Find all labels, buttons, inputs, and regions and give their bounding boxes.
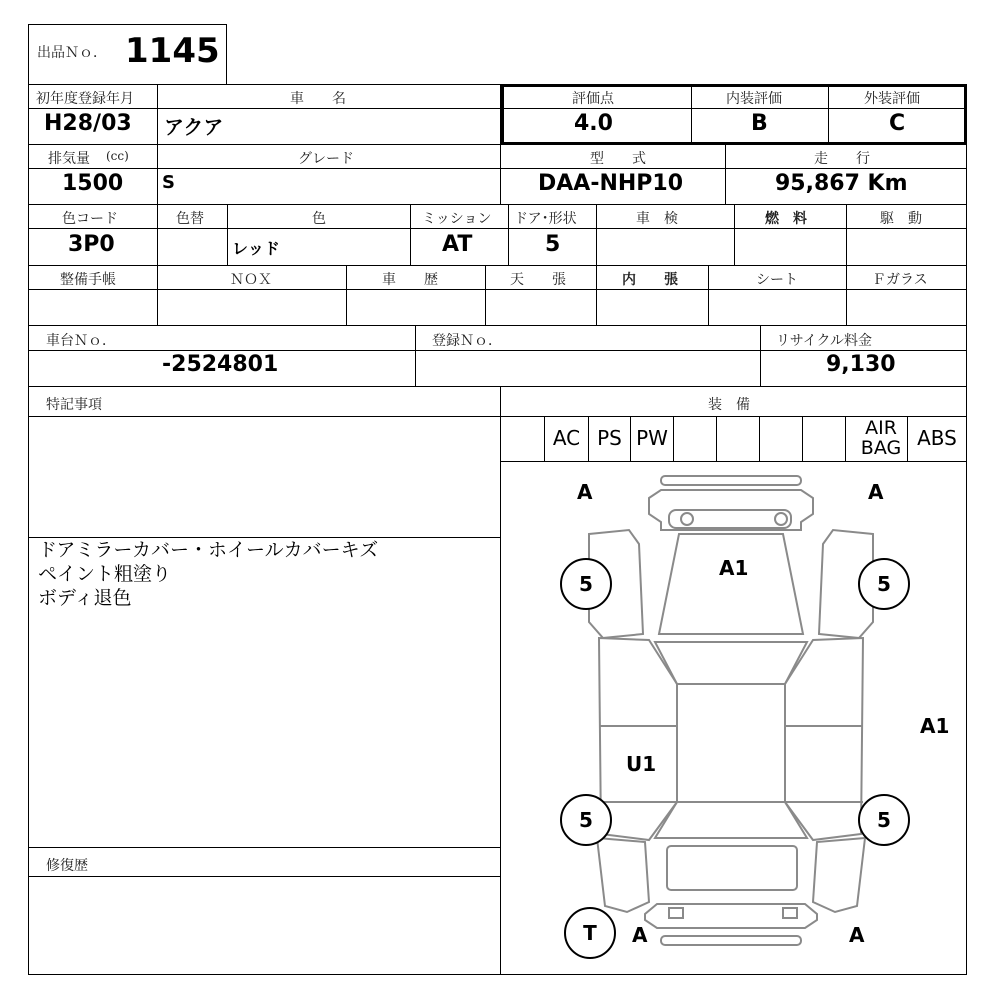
hood-shape [659,534,803,634]
reg-label: 初年度登録年月 [36,91,134,107]
v-line [500,144,501,204]
h-line [28,416,967,417]
registration-label: 登録Ｎｏ． [432,333,502,349]
tire-rear-left: 5 [560,794,612,846]
note-line: ボディ退色 [38,587,132,609]
chassis-value: -2524801 [162,352,279,377]
lot-number: 1145 [125,31,220,71]
left-side-shape [599,638,677,840]
inspection-label: 車 検 [636,211,678,227]
right-side-shape [785,638,863,840]
h-line [28,204,967,205]
mark-hood: A1 [719,556,749,580]
v-line [596,204,597,265]
tire-spare: T [564,907,616,959]
fuel-label: 燃 料 [765,211,807,227]
name-value: アクア [164,115,224,139]
displacement-unit: (cc) [106,149,129,163]
rear-step-shape [661,936,801,945]
v-line [415,325,416,386]
v-line [734,204,735,265]
mileage-label: 走 行 [814,151,870,167]
equip-airbag: AIR BAG [860,417,902,459]
v-line [157,84,158,144]
notes-text [38,538,378,610]
v-line [846,265,847,325]
tire-front-right: 5 [858,558,910,610]
drive-label: 駆 動 [880,211,922,227]
right-rear-quarter-shape [813,838,865,912]
v-line [802,416,803,461]
h-line [28,265,967,266]
interior-trim-label: 内 張 [622,272,678,288]
left-rear-quarter-shape [597,838,649,912]
exterior-label: 外装評価 [864,91,920,107]
note-line: ペイント粗塗り [38,563,172,585]
equip-pw: PW [636,426,668,450]
v-line [508,204,509,265]
v-line [760,325,761,386]
v-line [759,416,760,461]
score-label: 評価点 [572,91,614,107]
equip-abs: ABS [917,426,957,450]
tire-rear-right: 5 [858,794,910,846]
color-value: レッド [232,239,280,258]
nox-label: ＮＯＸ [230,272,272,288]
grade-value: S [162,172,175,193]
v-line [410,204,411,265]
mark-left-rear-door: U1 [626,752,657,776]
interior-label: 内装評価 [726,91,782,107]
mileage-value: 95,867 Km [775,171,908,196]
chassis-label: 車台Ｎｏ． [46,333,116,349]
v-line [845,416,846,461]
mark-front-left-corner: A [577,480,593,504]
note-line: ドアミラーカバー・ホイールカバーキズ [38,539,379,561]
equipment-label: 装 備 [708,397,750,413]
trunk-shape [667,846,797,890]
h-line [28,350,967,351]
equip-ac: AC [552,426,581,450]
v-line [485,265,486,325]
equip-ps: PS [597,426,622,450]
mark-right-side: A1 [920,714,950,738]
reg-value: H28/03 [44,111,132,136]
h-line [28,168,967,169]
grade-label: グレード [298,151,354,167]
v-line [157,204,158,265]
v-line [157,265,158,325]
rear-window-shape [655,802,807,838]
h-line [28,386,967,387]
color-code-value: 3P0 [68,232,115,257]
v-line [346,265,347,325]
recycle-label: リサイクル料金 [776,333,873,349]
door-value: 5 [545,232,561,257]
interior-value: B [751,111,768,136]
mission-value: AT [442,232,473,257]
mark-rear-left-corner: A [632,923,648,947]
windshield-shape [655,642,807,684]
v-line [227,204,228,265]
mark-rear-right-corner: A [849,923,865,947]
color-label: 色 [312,211,326,227]
recycle-value: 9,130 [826,352,896,377]
roof-shape [677,684,785,802]
lot-box [28,24,227,85]
car-damage-diagram [501,462,966,974]
tire-front-left: 5 [560,558,612,610]
glass-label: Ｆガラス [872,272,928,288]
v-line [708,265,709,325]
score-value: 4.0 [574,111,613,136]
vehicle-history-label: 車 歴 [382,272,438,288]
door-label: ドア･形状 [514,211,577,227]
front-bumper-shape [661,476,801,485]
name-label: 車 名 [290,91,346,107]
displacement-label: 排気量 [48,151,90,167]
mark-front-right-corner: A [868,480,884,504]
v-line [596,265,597,325]
displacement-value: 1500 [62,171,124,196]
mission-label: ミッション [422,211,492,227]
model-label: 型 式 [590,151,646,167]
v-line [716,416,717,461]
exterior-value: C [889,111,906,136]
repair-history-label: 修復歴 [46,858,88,874]
model-value: DAA-NHP10 [538,171,684,196]
v-line [846,204,847,265]
lot-label: 出品Ｎｏ． [37,45,107,61]
v-line [725,144,726,204]
h-line [28,228,967,229]
h-line [28,876,501,877]
h-line [28,289,967,290]
h-line [28,847,501,848]
color-code-label: 色コード [62,211,118,227]
h-line [28,325,967,326]
ceiling-label: 天 張 [510,272,566,288]
notes-label: 特記事項 [46,397,102,413]
v-line [673,416,674,461]
service-book-label: 整備手帳 [60,272,116,288]
seat-label: シート [756,272,798,288]
color-change-label: 色替 [176,211,204,227]
v-line [157,144,158,204]
